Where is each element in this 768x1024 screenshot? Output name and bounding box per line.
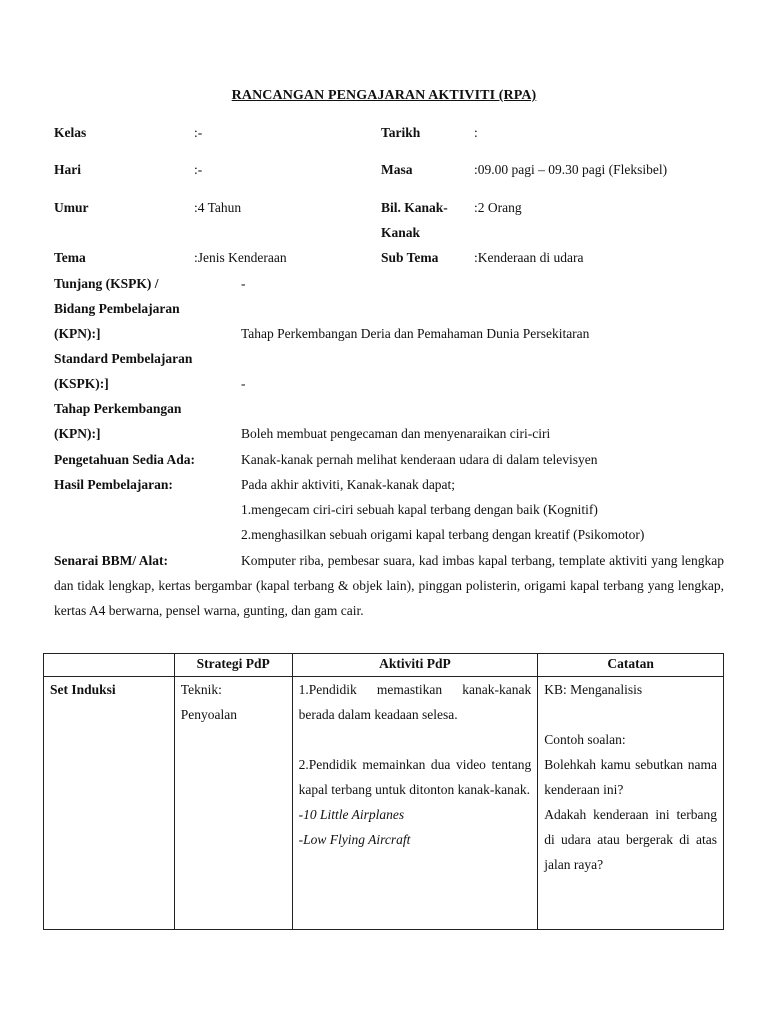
tema-value: :Jenis Kenderaan [194, 250, 287, 265]
tema-label: Tema [54, 250, 86, 265]
catatan-question-2: Adakah kenderaan ini terbang di udara atau bergerak di atas jalan raya? [544, 807, 717, 872]
tunjang-label-1: Tunjang (KSPK) / [54, 276, 159, 291]
hasil-line-1: Pada akhir aktiviti, Kanak-kanak dapat; [241, 477, 456, 492]
standard-label-1: Standard Pembelajaran [54, 351, 193, 366]
tunjang-label-2: Bidang Pembelajaran [54, 301, 180, 316]
hari-value: :- [194, 162, 203, 177]
header-strategi: Strategi PdP [174, 654, 292, 677]
header-aktiviti: Aktiviti PdP [292, 654, 538, 677]
bbm-label: Senarai BBM/ Alat: [54, 553, 168, 568]
tahap-value: Boleh membuat pengecaman dan menyenaraikan ciri-ciri [241, 426, 551, 441]
aktiviti-paragraph-1: 1.Pendidik memastikan kanak-kanak berada dalam keadaan selesa. [298, 682, 532, 722]
bbm-text: Komputer riba, pembesar suara, kad imbas kapal terbang, template aktiviti yang lengkap dan tidak lengkap, kertas bergambar (kapal terbang & objek lain), pinggan polisterin, origami kapal terbang yang lengkap, kertas A4 berwarna, pensel warna, gunting, dan gam cair. [54, 553, 724, 618]
spacer [299, 727, 532, 752]
pengetahuan-value: Kanak-kanak pernah melihat kenderaan udara di dalam televisyen [241, 452, 598, 467]
video-item-2: -Low Flying Aircraft [298, 832, 411, 847]
stage-name: Set Induksi [50, 682, 116, 697]
standard-value: - [241, 376, 246, 391]
tunjang-value-1: - [241, 276, 246, 291]
bbm-paragraph [54, 548, 724, 623]
catatan-kb: KB: Menganalisis [544, 682, 643, 697]
subtema-label: Sub Tema [381, 250, 439, 265]
aktiviti-cell [292, 677, 538, 930]
strategi-line-1: Teknik: [180, 682, 222, 697]
umur-label: Umur [54, 200, 89, 215]
hasil-label: Hasil Pembelajaran: [54, 477, 173, 492]
strategi-cell [174, 677, 292, 930]
document-title: RANCANGAN PENGAJARAN AKTIVITI (RPA) [231, 88, 537, 103]
tahap-label-2: (KPN):] [54, 426, 101, 441]
tunjang-label-3: (KPN):] [54, 326, 101, 341]
activity-table [43, 653, 724, 930]
spacer [544, 702, 717, 727]
subtema-value: :Kenderaan di udara [474, 250, 584, 265]
tarikh-label: Tarikh [381, 125, 421, 140]
header-stage [44, 654, 175, 677]
hasil-line-2: 1.mengecam ciri-ciri sebuah kapal terbang dengan baik (Kognitif) [241, 502, 598, 517]
bil-label-line2: Kanak [381, 225, 421, 240]
tarikh-value: : [474, 125, 478, 140]
tahap-label-1: Tahap Perkembangan [54, 401, 182, 416]
catatan-contoh: Contoh soalan: [544, 732, 626, 747]
pengetahuan-label: Pengetahuan Sedia Ada: [54, 452, 196, 467]
aktiviti-paragraph-2: 2.Pendidik memainkan dua video tentang kapal terbang untuk ditonton kanak-kanak. [298, 757, 532, 797]
kelas-value: :- [194, 125, 203, 140]
catatan-cell [538, 677, 724, 930]
video-item-1: -10 Little Airplanes [298, 807, 405, 822]
standard-label-2: (KSPK):] [54, 376, 109, 391]
hasil-line-3: 2.menghasilkan sebuah origami kapal terbang dengan kreatif (Psikomotor) [241, 527, 645, 542]
hari-label: Hari [54, 162, 81, 177]
table-header-row [44, 654, 724, 677]
catatan-question-1: Bolehkah kamu sebutkan nama kenderaan ini? [544, 757, 717, 797]
tunjang-value-2: Tahap Perkembangan Deria dan Pemahaman Dunia Persekitaran [241, 326, 590, 341]
kelas-label: Kelas [54, 125, 87, 140]
masa-value: :09.00 pagi – 09.30 pagi (Fleksibel) [474, 162, 668, 177]
table-row [44, 677, 724, 930]
umur-value: :4 Tahun [194, 200, 242, 215]
strategi-line-2: Penyoalan [180, 707, 238, 722]
bil-label-line1: Bil. Kanak- [381, 200, 448, 215]
header-catatan: Catatan [538, 654, 724, 677]
masa-label: Masa [381, 162, 413, 177]
bil-value: :2 Orang [474, 200, 522, 215]
stage-cell [44, 677, 175, 930]
